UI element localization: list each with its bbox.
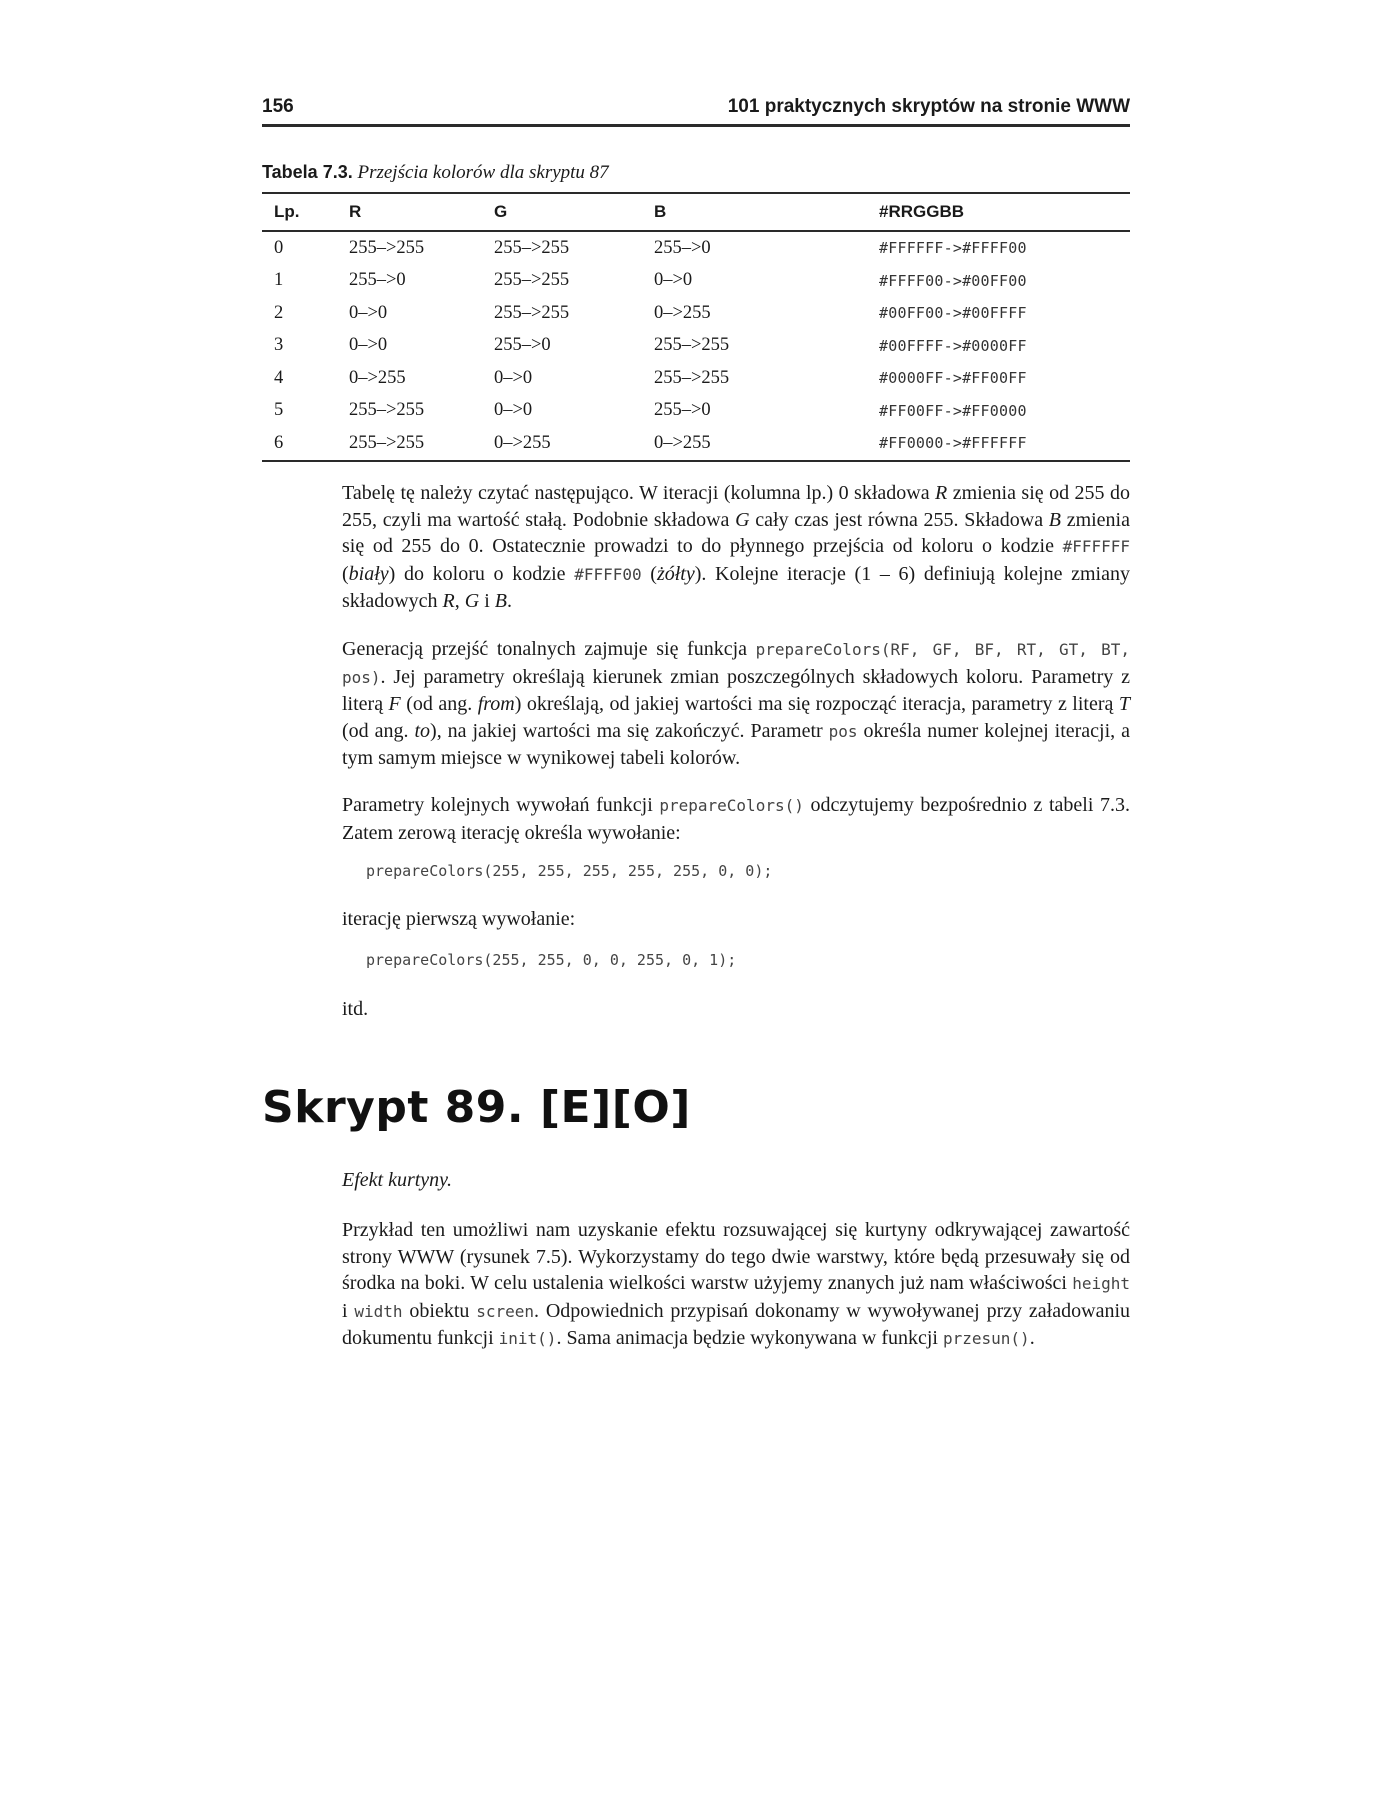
cell-hex: #0000FF->#FF00FF xyxy=(879,369,1027,388)
text: ( xyxy=(342,562,349,585)
table-caption-label: Tabela 7.3. xyxy=(262,162,353,182)
emphasis: biały xyxy=(348,562,389,585)
cell-g: 0–>0 xyxy=(494,367,533,388)
cell-b: 0–>255 xyxy=(654,427,879,461)
text: Generacją przejść tonalnych zajmuje się funkcja xyxy=(342,638,756,660)
paragraph-curtain-effect xyxy=(342,1217,1130,1353)
var-g: G xyxy=(735,508,750,531)
cell-hex: #FF00FF->#FF0000 xyxy=(879,401,1027,420)
code-example-iteration-0: prepareColors(255, 255, 255, 255, 255, 0, 0); xyxy=(366,862,773,880)
cell-hex: #00FFFF->#0000FF xyxy=(879,336,1027,355)
cell-g: 255–>255 xyxy=(494,270,570,291)
cell-b: 0–>0 xyxy=(654,270,693,291)
text: . Jej parametry określają kierunek zmian poszczególnych składowych koloru. Parametry z literą xyxy=(342,665,1130,715)
code-example-iteration-1: prepareColors(255, 255, 0, 0, 255, 0, 1); xyxy=(366,951,737,969)
inline-code: height xyxy=(1072,1274,1130,1293)
text: Przykład ten umożliwi nam uzyskanie efektu rozsuwającej się kurtyny odkrywającej zawartość strony WWW (rysunek 7.5). Wykorzystamy do tego dwie warstwy, które będą przesuwały się od środka na boki. W celu ustalenia wielkości warstw użyjemy znanych już nam właściwości xyxy=(342,1219,1130,1294)
inline-code: #FFFF00 xyxy=(574,564,642,584)
table-row xyxy=(262,297,1130,330)
text: , xyxy=(454,590,465,612)
col-header-r: R xyxy=(349,193,494,231)
inline-code: prepareColors(RF, GF, BF, RT, GT, BT, pos) xyxy=(342,640,1130,687)
cell-lp: 3 xyxy=(274,335,284,356)
cell-r: 0–>255 xyxy=(349,367,406,388)
table-row xyxy=(262,362,1130,395)
text: odczytujemy bezpośrednio z tabeli 7.3. Zatem zerową iterację określa wywołanie: xyxy=(342,794,1130,844)
text: ). Kolejne iteracje (1 – 6) definiują kolejne zmiany składowych xyxy=(342,562,1130,612)
text: obiektu xyxy=(402,1299,477,1322)
var-b: B xyxy=(1048,508,1061,531)
section-heading: Skrypt 89. [E][O] xyxy=(262,1082,691,1133)
cell-r: 255–>255 xyxy=(349,400,425,421)
col-header-g: G xyxy=(494,193,654,231)
var-g: G xyxy=(464,590,480,612)
inline-code: #FFFFFF xyxy=(1062,537,1130,556)
cell-g: 255–>255 xyxy=(494,237,570,258)
cell-b: 255–>0 xyxy=(654,237,711,258)
text: ) do koloru o kodzie xyxy=(388,562,575,585)
table-row xyxy=(262,330,1130,363)
text: (od ang. xyxy=(400,693,478,715)
cell-r: 0–>0 xyxy=(349,302,388,323)
paragraph-calls xyxy=(342,792,1130,846)
var-b: B xyxy=(494,590,507,612)
cell-hex: #FF0000->#FFFFFF xyxy=(879,427,1130,461)
emphasis: T xyxy=(1118,693,1130,715)
text: zmienia się od 255 do 255, czyli ma wartość stałą. Podobnie składowa xyxy=(342,482,1130,531)
inline-code: screen xyxy=(476,1301,535,1321)
cell-g: 0–>0 xyxy=(494,400,533,421)
cell-r: 255–>0 xyxy=(349,270,406,291)
cell-hex: #FFFFFF->#FFFF00 xyxy=(879,239,1027,258)
inline-code: width xyxy=(354,1301,403,1321)
table-row xyxy=(262,265,1130,298)
text: ) określają, od jakiej wartości ma się rozpocząć iteracja, parametry z literą xyxy=(514,693,1119,715)
paragraph-first-iteration: iterację pierwszą wywołanie: xyxy=(342,908,576,930)
table-row xyxy=(262,395,1130,428)
section-subtitle: Efekt kurtyny. xyxy=(342,1169,452,1191)
cell-lp: 0 xyxy=(274,237,284,258)
cell-lp: 2 xyxy=(274,302,284,323)
cell-b: 255–>255 xyxy=(654,335,730,356)
table-row xyxy=(262,231,1130,265)
text: . Odpowiednich przypisań dokonamy w wywoływanej przy załadowaniu dokumentu funkcji xyxy=(342,1299,1130,1349)
col-header-lp: Lp. xyxy=(262,193,349,231)
text: Parametry kolejnych wywołań funkcji xyxy=(342,794,660,816)
page-number: 156 xyxy=(262,96,294,117)
text: ), na jakiej wartości ma się zakończyć. Parametr xyxy=(430,719,829,742)
color-transitions-table xyxy=(262,192,1130,462)
text: Tabelę tę należy czytać następująco. W iteracji (kolumna lp.) 0 składowa xyxy=(342,482,936,504)
text: cały czas jest równa 255. Składowa xyxy=(749,508,1049,531)
table-header-row xyxy=(262,193,1130,231)
cell-lp: 5 xyxy=(274,400,284,421)
text: . xyxy=(507,590,512,612)
table-row xyxy=(262,427,1130,461)
cell-g: 255–>255 xyxy=(494,302,570,323)
cell-lp: 1 xyxy=(274,270,284,291)
text: określa numer kolejnej iteracji, a tym samym miejsce w wynikowej tabeli kolorów. xyxy=(342,719,1131,769)
cell-hex: #FFFF00->#00FF00 xyxy=(879,271,1027,290)
emphasis: żółty xyxy=(656,562,695,585)
text: i xyxy=(479,590,495,612)
emphasis: F xyxy=(388,693,401,715)
cell-lp: 4 xyxy=(274,367,284,388)
text: . Sama animacja będzie wykonywana w funkcji xyxy=(556,1327,943,1349)
page-header xyxy=(262,96,1130,127)
cell-hex: #00FF00->#00FFFF xyxy=(879,304,1027,323)
var-r: R xyxy=(442,590,455,612)
cell-b: 255–>255 xyxy=(654,367,730,388)
cell-r: 0–>0 xyxy=(349,335,388,356)
paragraph-etc: itd. xyxy=(342,998,369,1020)
text: ( xyxy=(641,562,657,585)
paragraph-table-explanation xyxy=(342,480,1130,615)
cell-b: 255–>0 xyxy=(654,400,711,421)
text: (od ang. xyxy=(342,719,415,742)
text: . xyxy=(1029,1327,1035,1349)
emphasis: from xyxy=(477,693,515,715)
inline-code: pos xyxy=(828,721,858,741)
inline-code: prepareColors() xyxy=(659,796,804,815)
emphasis: to xyxy=(414,719,431,742)
inline-code: przesun() xyxy=(942,1329,1030,1348)
cell-r: 255–>255 xyxy=(349,237,425,258)
col-header-b: B xyxy=(654,193,879,231)
text: zmienia się od 255 do 0. Ostatecznie prowadzi to do płynnego przejścia od koloru o kodzie xyxy=(342,508,1130,557)
cell-lp: 6 xyxy=(262,427,349,461)
table-caption-text: Przejścia kolorów dla skryptu 87 xyxy=(357,162,609,183)
col-header-rrggbb: #RRGGBB xyxy=(879,193,1130,231)
text: i xyxy=(342,1299,355,1322)
cell-g: 0–>255 xyxy=(494,427,654,461)
running-title: 101 praktycznych skryptów na stronie WWW xyxy=(727,96,1130,117)
inline-code: init() xyxy=(498,1329,557,1348)
cell-b: 0–>255 xyxy=(654,302,711,323)
var-r: R xyxy=(935,482,948,504)
cell-g: 255–>0 xyxy=(494,335,551,356)
paragraph-prepare-colors xyxy=(342,636,1130,772)
table-caption xyxy=(262,162,609,184)
cell-r: 255–>255 xyxy=(349,427,494,461)
